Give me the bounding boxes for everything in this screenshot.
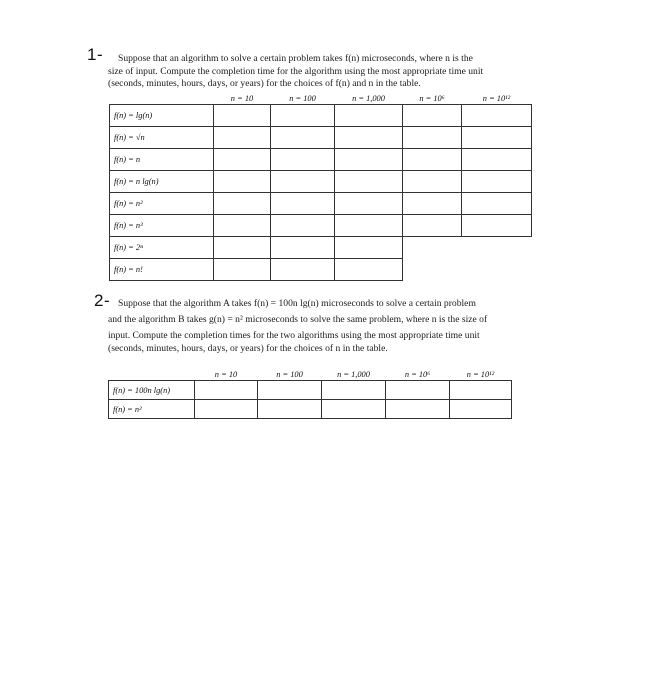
- row-label: f(n) = n³: [110, 215, 214, 237]
- question-2-line-3: input. Compute the completion times for the two algorithms using the most appropriate time unit: [108, 330, 480, 341]
- header-corner: [109, 369, 195, 381]
- row-label: f(n) = n²: [109, 400, 195, 419]
- answer-cell[interactable]: [403, 149, 462, 171]
- question-1-header-row: [110, 93, 532, 105]
- answer-cell[interactable]: [450, 400, 512, 419]
- row-label: f(n) = n lg(n): [110, 171, 214, 193]
- answer-cell[interactable]: [271, 105, 335, 127]
- question-2-table: [108, 369, 512, 419]
- answer-cell[interactable]: [462, 215, 532, 237]
- row-label: f(n) = lg(n): [110, 105, 214, 127]
- empty-area: [403, 259, 462, 281]
- answer-cell[interactable]: [195, 381, 258, 400]
- header-corner: [110, 93, 214, 105]
- answer-cell[interactable]: [462, 149, 532, 171]
- question-1-line-3: (seconds, minutes, hours, days, or years) for the choices of f(n) and n in the table.: [108, 78, 421, 89]
- answer-cell[interactable]: [335, 171, 403, 193]
- question-2-number: 2-: [94, 291, 111, 310]
- question-1-line-1: Suppose that an algorithm to solve a certain problem takes f(n) microseconds, where n is the: [118, 53, 473, 64]
- answer-cell[interactable]: [271, 171, 335, 193]
- answer-cell[interactable]: [322, 381, 386, 400]
- column-header: n = 10¹²: [462, 93, 532, 105]
- table-row: [110, 105, 532, 127]
- answer-cell[interactable]: [403, 171, 462, 193]
- answer-cell[interactable]: [335, 193, 403, 215]
- column-header: n = 10: [214, 93, 271, 105]
- answer-cell[interactable]: [195, 400, 258, 419]
- answer-cell[interactable]: [214, 105, 271, 127]
- column-header: n = 100: [258, 369, 322, 381]
- column-header: n = 10⁶: [403, 93, 462, 105]
- answer-cell[interactable]: [335, 237, 403, 259]
- table-row: [110, 237, 532, 259]
- column-header: n = 1,000: [322, 369, 386, 381]
- row-label: f(n) = n²: [110, 193, 214, 215]
- answer-cell[interactable]: [403, 127, 462, 149]
- answer-cell[interactable]: [462, 105, 532, 127]
- answer-cell[interactable]: [271, 215, 335, 237]
- answer-cell[interactable]: [258, 381, 322, 400]
- answer-cell[interactable]: [271, 127, 335, 149]
- question-2-line-4: (seconds, minutes, hours, days, or years) for the choices of n in the table.: [108, 343, 388, 354]
- answer-cell[interactable]: [403, 193, 462, 215]
- answer-cell[interactable]: [214, 193, 271, 215]
- table-row: [109, 400, 512, 419]
- answer-cell[interactable]: [271, 237, 335, 259]
- column-header: n = 10: [195, 369, 258, 381]
- answer-cell[interactable]: [462, 127, 532, 149]
- answer-cell[interactable]: [335, 215, 403, 237]
- row-label: f(n) = 100n lg(n): [109, 381, 195, 400]
- answer-cell[interactable]: [214, 171, 271, 193]
- question-2-header-row: [109, 369, 512, 381]
- row-label: f(n) = 2ⁿ: [110, 237, 214, 259]
- question-2-line-1: Suppose that the algorithm A takes f(n) = 100n lg(n) microseconds to solve a certain problem: [118, 298, 476, 309]
- answer-cell[interactable]: [335, 149, 403, 171]
- table-row: [110, 149, 532, 171]
- answer-cell[interactable]: [214, 259, 271, 281]
- row-label: f(n) = n: [110, 149, 214, 171]
- answer-cell[interactable]: [214, 237, 271, 259]
- answer-cell[interactable]: [450, 381, 512, 400]
- table-row: [109, 381, 512, 400]
- answer-cell[interactable]: [386, 400, 450, 419]
- row-label: f(n) = n!: [110, 259, 214, 281]
- row-label: f(n) = √n: [110, 127, 214, 149]
- answer-cell[interactable]: [258, 400, 322, 419]
- question-1-number: 1-: [87, 45, 104, 64]
- question-1-line-2: size of input. Compute the completion time for the algorithm using the most appropriate time unit: [108, 66, 484, 77]
- table-row: [110, 193, 532, 215]
- empty-area: [462, 259, 532, 281]
- answer-cell[interactable]: [335, 105, 403, 127]
- answer-cell[interactable]: [322, 400, 386, 419]
- column-header: n = 10⁶: [386, 369, 450, 381]
- empty-area: [403, 237, 462, 259]
- table-row: [110, 171, 532, 193]
- answer-cell[interactable]: [462, 193, 532, 215]
- answer-cell[interactable]: [403, 105, 462, 127]
- answer-cell[interactable]: [214, 149, 271, 171]
- answer-cell[interactable]: [214, 215, 271, 237]
- empty-area: [462, 237, 532, 259]
- question-2-line-2: and the algorithm B takes g(n) = n² microseconds to solve the same problem, where n is the size of: [108, 314, 488, 325]
- column-header: n = 100: [271, 93, 335, 105]
- answer-cell[interactable]: [271, 259, 335, 281]
- answer-cell[interactable]: [271, 149, 335, 171]
- table-row: [110, 127, 532, 149]
- answer-cell[interactable]: [335, 127, 403, 149]
- answer-cell[interactable]: [386, 381, 450, 400]
- answer-cell[interactable]: [403, 215, 462, 237]
- answer-cell[interactable]: [335, 259, 403, 281]
- answer-cell[interactable]: [462, 171, 532, 193]
- answer-cell[interactable]: [214, 127, 271, 149]
- table-row: [110, 259, 532, 281]
- answer-cell[interactable]: [271, 193, 335, 215]
- column-header: n = 1,000: [335, 93, 403, 105]
- table-row: [110, 215, 532, 237]
- question-1-table: [109, 93, 532, 281]
- column-header: n = 10¹²: [450, 369, 512, 381]
